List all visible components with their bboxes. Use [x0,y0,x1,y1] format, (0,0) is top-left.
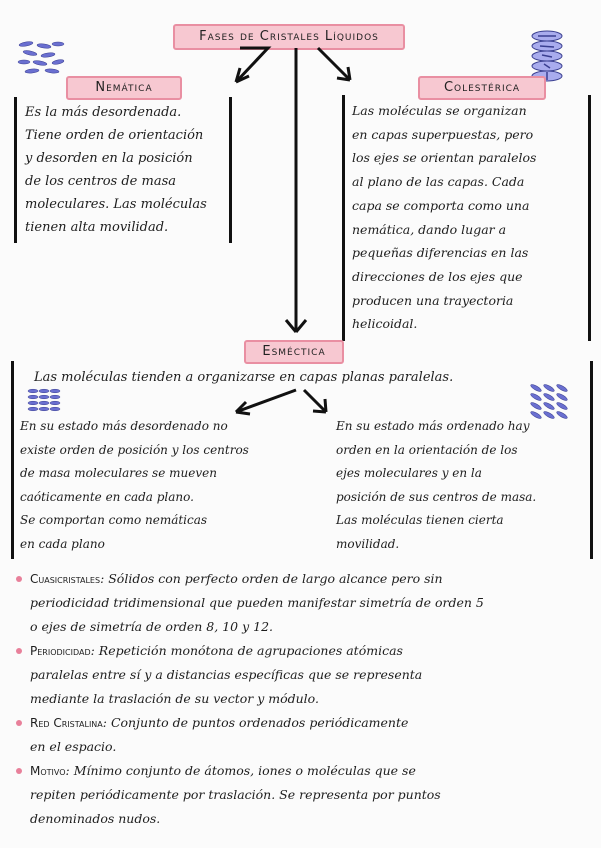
text-line: : Sólidos con perfecto orden de largo alcance pero sin [100,571,443,586]
bullet-icon [16,648,22,654]
text-line: moleculares. Las moléculas [25,197,207,212]
text-line: de los centros de masa [25,174,176,189]
text-line: y desorden en la posición [25,151,193,166]
definition-term: Periodicidad [30,644,91,658]
esmectica-right-text [336,415,536,556]
text-line: Las moléculas tienen cierta [336,513,504,527]
definition-term: Motivo [30,764,66,778]
smectic-disordered-icon [27,388,61,412]
text-line: repiten periódicamente por traslación. Se representa por puntos [30,787,441,802]
text-line: : Repetición monótona de agrupaciones atómicas [90,643,403,658]
bullet-icon [16,720,22,726]
text-line: helicoidal. [352,316,418,332]
text-line: posición de sus centros de masa. [336,489,537,504]
text-line: capa se comporta como una [352,197,530,213]
definition-item-periodicidad [14,639,594,711]
nematica-label: Nemática [66,76,182,100]
text-line: tienen alta movilidad. [25,220,169,235]
esmectica-label: Esméctica [244,340,344,364]
text-line: en capas superpuestas, pero [352,126,534,142]
text-line: : Mínimo conjunto de átomos, iones o moléculas que se [65,763,416,778]
text-line: al plano de las capas. Cada [352,174,525,190]
text-line: existe orden de posición y los centros [20,442,249,457]
text-line: ejes moleculares y en la [336,466,482,480]
text-line: Las moléculas se organizan [352,103,527,118]
text-line: direcciones de los ejes que [352,268,523,284]
text-line: o ejes de simetría de orden 8, 10 y 12. [30,619,274,634]
text-line: producen una trayectoria [352,292,514,308]
definitions-list [14,567,594,831]
definition-item-cuasicristales [14,567,594,639]
text-line: caóticamente en cada plano. [20,489,194,504]
text-line: orden en la orientación de los [336,442,518,457]
text-line: nemática, dando lugar a [352,221,507,237]
esmectica-intro: Las moléculas tienden a organizarse en capas planas paralelas. [34,370,454,385]
bullet-icon [16,768,22,774]
page-title: Fases de Cristales Líquidos [173,24,405,50]
text-line: Es la más desordenada. [25,105,182,120]
definition-item-motivo [14,759,594,831]
definition-term: Cuasicristales [30,572,101,586]
esmectica-left-text [20,415,249,556]
text-line: de masa moleculares se mueven [20,466,217,480]
bullet-icon [16,576,22,582]
text-line: en cada plano [20,536,105,551]
definition-term: Red Cristalina [30,716,103,730]
definition-item-red-cristalina [14,711,594,759]
text-line: : Conjunto de puntos ordenados periódicamente [102,715,409,730]
text-line: Se comportan como nemáticas [20,513,208,527]
text-line: paralelas entre sí y a distancias específicas que se representa [30,667,423,682]
colesterica-label: Colestérica [418,76,546,100]
text-line: movilidad. [336,536,400,551]
text-line: los ejes se orientan paralelos [352,150,537,166]
text-line: en el espacio. [30,739,117,754]
text-line: denominados nudos. [30,811,161,826]
text-line: pequeñas diferencias en las [352,245,529,261]
text-line: En su estado más ordenado hay [336,419,530,433]
text-line: mediante la traslación de su vector y módulo. [30,691,319,706]
text-line: Tiene orden de orientación [25,128,204,143]
text-line: periodicidad tridimensional que pueden manifestar simetría de orden 5 [30,595,484,610]
text-line: En su estado más desordenado no [20,419,228,433]
